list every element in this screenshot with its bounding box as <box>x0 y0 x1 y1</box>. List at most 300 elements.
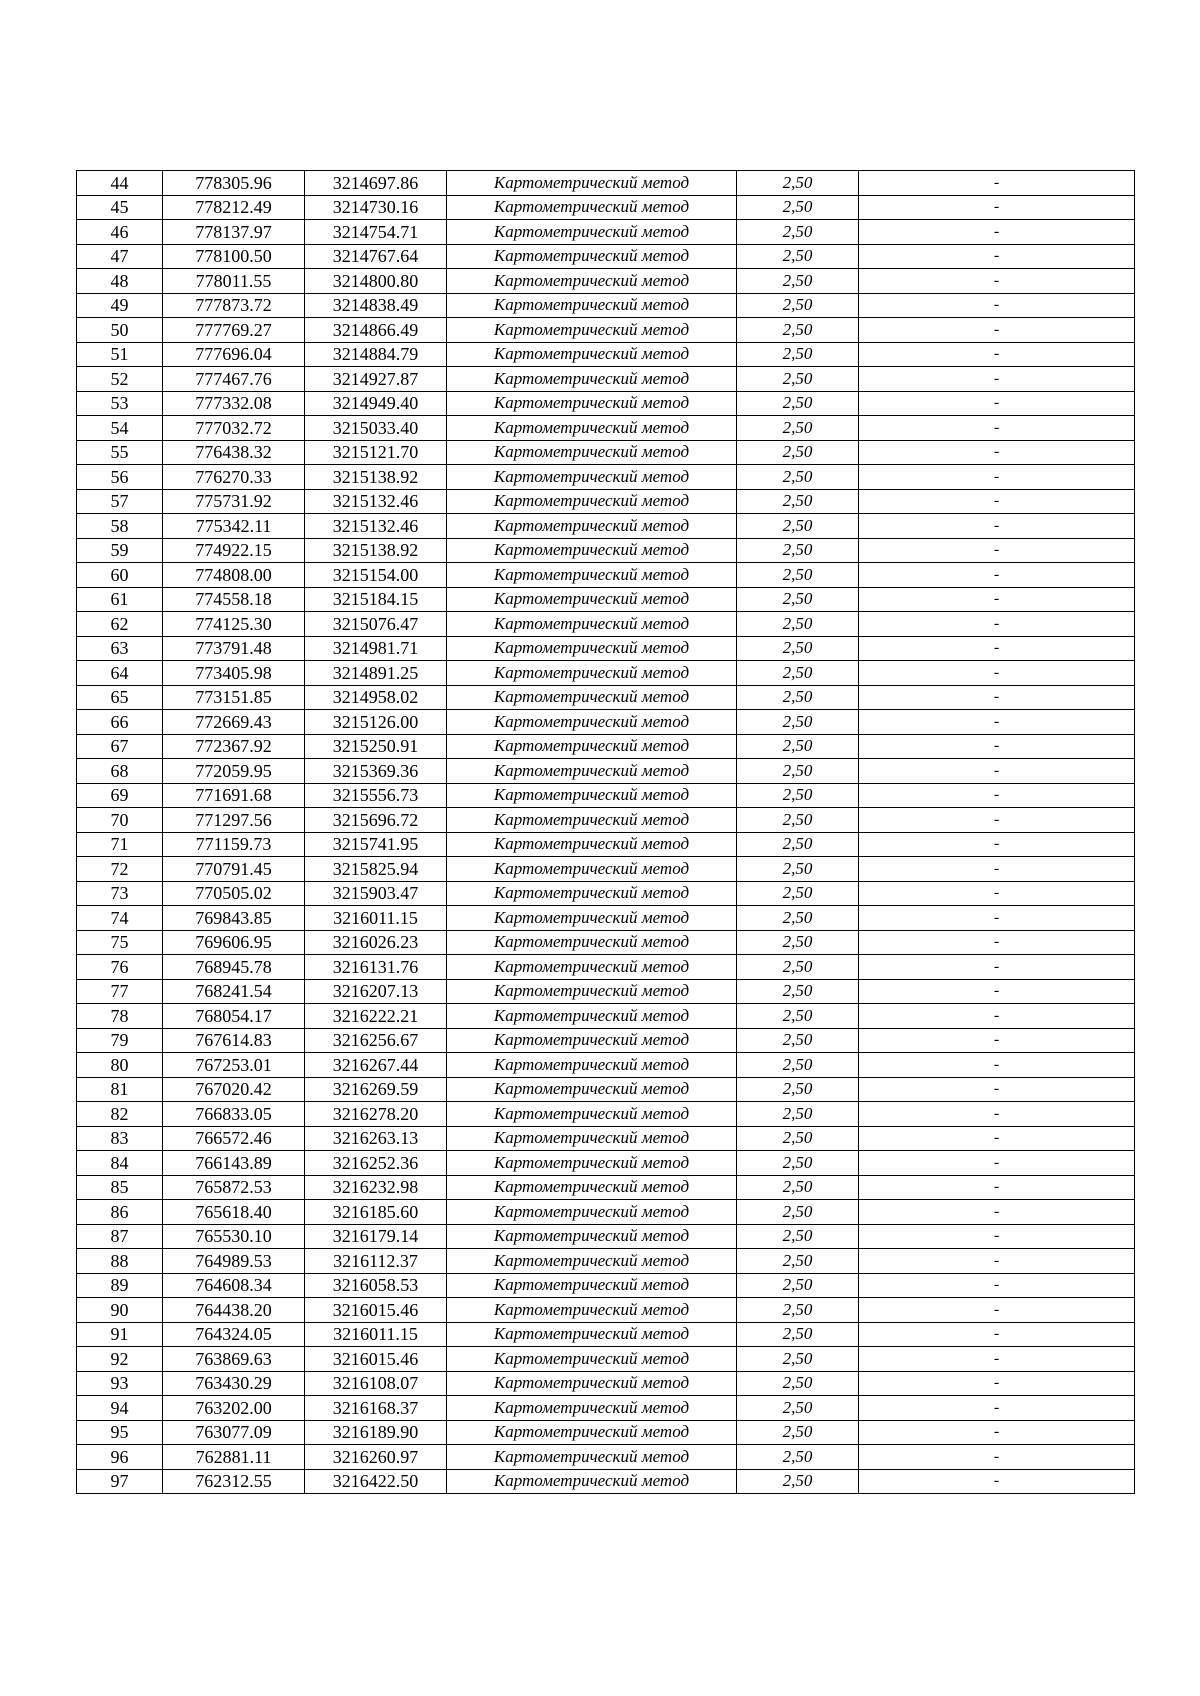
x-coordinate-cell: 765530.10 <box>163 1224 305 1249</box>
table-row <box>77 1249 1135 1274</box>
y-coordinate-cell: 3216185.60 <box>305 1200 447 1225</box>
point-number-cell: 86 <box>77 1200 163 1225</box>
table-row <box>77 171 1135 196</box>
y-coordinate-cell: 3215138.92 <box>305 465 447 490</box>
x-coordinate-cell: 774558.18 <box>163 587 305 612</box>
error-cell: 2,50 <box>737 416 859 441</box>
table-row <box>77 489 1135 514</box>
note-cell: - <box>859 1200 1135 1225</box>
note-cell: - <box>859 881 1135 906</box>
error-cell: 2,50 <box>737 1028 859 1053</box>
method-cell: Картометрический метод <box>447 979 737 1004</box>
error-cell: 2,50 <box>737 759 859 784</box>
error-cell: 2,50 <box>737 171 859 196</box>
point-number-cell: 64 <box>77 661 163 686</box>
point-number-cell: 66 <box>77 710 163 735</box>
y-coordinate-cell: 3216256.67 <box>305 1028 447 1053</box>
method-cell: Картометрический метод <box>447 416 737 441</box>
y-coordinate-cell: 3215132.46 <box>305 489 447 514</box>
point-number-cell: 65 <box>77 685 163 710</box>
error-cell: 2,50 <box>737 514 859 539</box>
table-row <box>77 1053 1135 1078</box>
table-row <box>77 269 1135 294</box>
error-cell: 2,50 <box>737 244 859 269</box>
note-cell: - <box>859 661 1135 686</box>
note-cell: - <box>859 1004 1135 1029</box>
y-coordinate-cell: 3216260.97 <box>305 1445 447 1470</box>
point-number-cell: 77 <box>77 979 163 1004</box>
point-number-cell: 79 <box>77 1028 163 1053</box>
y-coordinate-cell: 3215154.00 <box>305 563 447 588</box>
x-coordinate-cell: 775342.11 <box>163 514 305 539</box>
x-coordinate-cell: 764608.34 <box>163 1273 305 1298</box>
note-cell: - <box>859 906 1135 931</box>
table-row <box>77 685 1135 710</box>
point-number-cell: 59 <box>77 538 163 563</box>
note-cell: - <box>859 1077 1135 1102</box>
note-cell: - <box>859 587 1135 612</box>
note-cell: - <box>859 195 1135 220</box>
table-row <box>77 1371 1135 1396</box>
method-cell: Картометрический метод <box>447 1004 737 1029</box>
note-cell: - <box>859 808 1135 833</box>
error-cell: 2,50 <box>737 269 859 294</box>
x-coordinate-cell: 777467.76 <box>163 367 305 392</box>
y-coordinate-cell: 3214800.80 <box>305 269 447 294</box>
note-cell: - <box>859 514 1135 539</box>
error-cell: 2,50 <box>737 832 859 857</box>
x-coordinate-cell: 772367.92 <box>163 734 305 759</box>
x-coordinate-cell: 767020.42 <box>163 1077 305 1102</box>
table-row <box>77 955 1135 980</box>
x-coordinate-cell: 764324.05 <box>163 1322 305 1347</box>
error-cell: 2,50 <box>737 465 859 490</box>
x-coordinate-cell: 778305.96 <box>163 171 305 196</box>
method-cell: Картометрический метод <box>447 808 737 833</box>
note-cell: - <box>859 1396 1135 1421</box>
point-number-cell: 97 <box>77 1469 163 1494</box>
y-coordinate-cell: 3215132.46 <box>305 514 447 539</box>
method-cell: Картометрический метод <box>447 1175 737 1200</box>
table-row <box>77 416 1135 441</box>
table-row <box>77 979 1135 1004</box>
point-number-cell: 71 <box>77 832 163 857</box>
table-row <box>77 1347 1135 1372</box>
note-cell: - <box>859 465 1135 490</box>
table-row <box>77 1273 1135 1298</box>
table-row <box>77 1298 1135 1323</box>
x-coordinate-cell: 775731.92 <box>163 489 305 514</box>
note-cell: - <box>859 342 1135 367</box>
point-number-cell: 87 <box>77 1224 163 1249</box>
point-number-cell: 62 <box>77 612 163 637</box>
method-cell: Картометрический метод <box>447 1077 737 1102</box>
y-coordinate-cell: 3216422.50 <box>305 1469 447 1494</box>
method-cell: Картометрический метод <box>447 514 737 539</box>
error-cell: 2,50 <box>737 1175 859 1200</box>
point-number-cell: 85 <box>77 1175 163 1200</box>
method-cell: Картометрический метод <box>447 563 737 588</box>
y-coordinate-cell: 3216058.53 <box>305 1273 447 1298</box>
y-coordinate-cell: 3216108.07 <box>305 1371 447 1396</box>
method-cell: Картометрический метод <box>447 367 737 392</box>
x-coordinate-cell: 766572.46 <box>163 1126 305 1151</box>
table-row <box>77 832 1135 857</box>
y-coordinate-cell: 3216015.46 <box>305 1347 447 1372</box>
x-coordinate-cell: 763869.63 <box>163 1347 305 1372</box>
table-row <box>77 1200 1135 1225</box>
table-row <box>77 612 1135 637</box>
y-coordinate-cell: 3216112.37 <box>305 1249 447 1274</box>
x-coordinate-cell: 768241.54 <box>163 979 305 1004</box>
error-cell: 2,50 <box>737 342 859 367</box>
method-cell: Картометрический метод <box>447 1053 737 1078</box>
error-cell: 2,50 <box>737 1151 859 1176</box>
note-cell: - <box>859 171 1135 196</box>
x-coordinate-cell: 762312.55 <box>163 1469 305 1494</box>
error-cell: 2,50 <box>737 391 859 416</box>
table-row <box>77 538 1135 563</box>
x-coordinate-cell: 771297.56 <box>163 808 305 833</box>
table-row <box>77 1469 1135 1494</box>
note-cell: - <box>859 391 1135 416</box>
x-coordinate-cell: 767253.01 <box>163 1053 305 1078</box>
table-row <box>77 1004 1135 1029</box>
method-cell: Картометрический метод <box>447 489 737 514</box>
y-coordinate-cell: 3214927.87 <box>305 367 447 392</box>
error-cell: 2,50 <box>737 367 859 392</box>
y-coordinate-cell: 3214838.49 <box>305 293 447 318</box>
table-row <box>77 636 1135 661</box>
table-row <box>77 244 1135 269</box>
y-coordinate-cell: 3214949.40 <box>305 391 447 416</box>
coordinates-table <box>76 170 1135 1494</box>
table-row <box>77 1102 1135 1127</box>
y-coordinate-cell: 3214958.02 <box>305 685 447 710</box>
note-cell: - <box>859 269 1135 294</box>
note-cell: - <box>859 930 1135 955</box>
point-number-cell: 52 <box>77 367 163 392</box>
method-cell: Картометрический метод <box>447 1396 737 1421</box>
y-coordinate-cell: 3215250.91 <box>305 734 447 759</box>
point-number-cell: 51 <box>77 342 163 367</box>
note-cell: - <box>859 416 1135 441</box>
method-cell: Картометрический метод <box>447 195 737 220</box>
x-coordinate-cell: 767614.83 <box>163 1028 305 1053</box>
method-cell: Картометрический метод <box>447 440 737 465</box>
error-cell: 2,50 <box>737 1445 859 1470</box>
point-number-cell: 44 <box>77 171 163 196</box>
error-cell: 2,50 <box>737 661 859 686</box>
error-cell: 2,50 <box>737 1126 859 1151</box>
x-coordinate-cell: 774922.15 <box>163 538 305 563</box>
note-cell: - <box>859 489 1135 514</box>
table-row <box>77 1322 1135 1347</box>
x-coordinate-cell: 778100.50 <box>163 244 305 269</box>
method-cell: Картометрический метод <box>447 734 737 759</box>
table-row <box>77 734 1135 759</box>
error-cell: 2,50 <box>737 1004 859 1029</box>
table-row <box>77 1224 1135 1249</box>
error-cell: 2,50 <box>737 1249 859 1274</box>
point-number-cell: 83 <box>77 1126 163 1151</box>
point-number-cell: 74 <box>77 906 163 931</box>
method-cell: Картометрический метод <box>447 171 737 196</box>
table-row <box>77 1175 1135 1200</box>
error-cell: 2,50 <box>737 1396 859 1421</box>
y-coordinate-cell: 3215696.72 <box>305 808 447 833</box>
y-coordinate-cell: 3216232.98 <box>305 1175 447 1200</box>
method-cell: Картометрический метод <box>447 1249 737 1274</box>
method-cell: Картометрический метод <box>447 293 737 318</box>
y-coordinate-cell: 3216168.37 <box>305 1396 447 1421</box>
point-number-cell: 54 <box>77 416 163 441</box>
note-cell: - <box>859 1420 1135 1445</box>
error-cell: 2,50 <box>737 979 859 1004</box>
point-number-cell: 48 <box>77 269 163 294</box>
y-coordinate-cell: 3214981.71 <box>305 636 447 661</box>
method-cell: Картометрический метод <box>447 1371 737 1396</box>
table-row <box>77 1151 1135 1176</box>
note-cell: - <box>859 612 1135 637</box>
x-coordinate-cell: 766143.89 <box>163 1151 305 1176</box>
method-cell: Картометрический метод <box>447 1298 737 1323</box>
error-cell: 2,50 <box>737 1298 859 1323</box>
x-coordinate-cell: 777332.08 <box>163 391 305 416</box>
note-cell: - <box>859 685 1135 710</box>
x-coordinate-cell: 763077.09 <box>163 1420 305 1445</box>
error-cell: 2,50 <box>737 1420 859 1445</box>
note-cell: - <box>859 710 1135 735</box>
error-cell: 2,50 <box>737 685 859 710</box>
x-coordinate-cell: 762881.11 <box>163 1445 305 1470</box>
error-cell: 2,50 <box>737 636 859 661</box>
x-coordinate-cell: 763430.29 <box>163 1371 305 1396</box>
y-coordinate-cell: 3214697.86 <box>305 171 447 196</box>
table-row <box>77 440 1135 465</box>
error-cell: 2,50 <box>737 1053 859 1078</box>
error-cell: 2,50 <box>737 1200 859 1225</box>
note-cell: - <box>859 955 1135 980</box>
x-coordinate-cell: 778011.55 <box>163 269 305 294</box>
note-cell: - <box>859 1469 1135 1494</box>
method-cell: Картометрический метод <box>447 832 737 857</box>
point-number-cell: 72 <box>77 857 163 882</box>
point-number-cell: 73 <box>77 881 163 906</box>
table-row <box>77 342 1135 367</box>
x-coordinate-cell: 777696.04 <box>163 342 305 367</box>
error-cell: 2,50 <box>737 293 859 318</box>
method-cell: Картометрический метод <box>447 783 737 808</box>
point-number-cell: 84 <box>77 1151 163 1176</box>
method-cell: Картометрический метод <box>447 1224 737 1249</box>
method-cell: Картометрический метод <box>447 661 737 686</box>
y-coordinate-cell: 3216222.21 <box>305 1004 447 1029</box>
method-cell: Картометрический метод <box>447 269 737 294</box>
point-number-cell: 82 <box>77 1102 163 1127</box>
method-cell: Картометрический метод <box>447 465 737 490</box>
error-cell: 2,50 <box>737 1347 859 1372</box>
x-coordinate-cell: 776438.32 <box>163 440 305 465</box>
method-cell: Картометрический метод <box>447 391 737 416</box>
y-coordinate-cell: 3214754.71 <box>305 220 447 245</box>
x-coordinate-cell: 768945.78 <box>163 955 305 980</box>
x-coordinate-cell: 769843.85 <box>163 906 305 931</box>
method-cell: Картометрический метод <box>447 1469 737 1494</box>
method-cell: Картометрический метод <box>447 244 737 269</box>
error-cell: 2,50 <box>737 563 859 588</box>
note-cell: - <box>859 832 1135 857</box>
note-cell: - <box>859 1445 1135 1470</box>
point-number-cell: 81 <box>77 1077 163 1102</box>
table-row <box>77 1396 1135 1421</box>
table-row <box>77 930 1135 955</box>
note-cell: - <box>859 857 1135 882</box>
table-row <box>77 881 1135 906</box>
y-coordinate-cell: 3214891.25 <box>305 661 447 686</box>
error-cell: 2,50 <box>737 1102 859 1127</box>
y-coordinate-cell: 3216015.46 <box>305 1298 447 1323</box>
method-cell: Картометрический метод <box>447 1420 737 1445</box>
table-row <box>77 391 1135 416</box>
x-coordinate-cell: 769606.95 <box>163 930 305 955</box>
note-cell: - <box>859 1126 1135 1151</box>
x-coordinate-cell: 776270.33 <box>163 465 305 490</box>
point-number-cell: 45 <box>77 195 163 220</box>
error-cell: 2,50 <box>737 318 859 343</box>
x-coordinate-cell: 773151.85 <box>163 685 305 710</box>
x-coordinate-cell: 772669.43 <box>163 710 305 735</box>
table-row <box>77 195 1135 220</box>
note-cell: - <box>859 1371 1135 1396</box>
table-row <box>77 710 1135 735</box>
y-coordinate-cell: 3216263.13 <box>305 1126 447 1151</box>
note-cell: - <box>859 979 1135 1004</box>
point-number-cell: 50 <box>77 318 163 343</box>
error-cell: 2,50 <box>737 1322 859 1347</box>
y-coordinate-cell: 3215903.47 <box>305 881 447 906</box>
table-row <box>77 318 1135 343</box>
y-coordinate-cell: 3216026.23 <box>305 930 447 955</box>
note-cell: - <box>859 538 1135 563</box>
error-cell: 2,50 <box>737 808 859 833</box>
note-cell: - <box>859 244 1135 269</box>
point-number-cell: 57 <box>77 489 163 514</box>
method-cell: Картометрический метод <box>447 1347 737 1372</box>
x-coordinate-cell: 764989.53 <box>163 1249 305 1274</box>
y-coordinate-cell: 3215369.36 <box>305 759 447 784</box>
note-cell: - <box>859 1053 1135 1078</box>
note-cell: - <box>859 1151 1135 1176</box>
method-cell: Картометрический метод <box>447 710 737 735</box>
x-coordinate-cell: 777032.72 <box>163 416 305 441</box>
note-cell: - <box>859 783 1135 808</box>
point-number-cell: 94 <box>77 1396 163 1421</box>
x-coordinate-cell: 766833.05 <box>163 1102 305 1127</box>
method-cell: Картометрический метод <box>447 857 737 882</box>
table-row <box>77 293 1135 318</box>
note-cell: - <box>859 1298 1135 1323</box>
method-cell: Картометрический метод <box>447 759 737 784</box>
y-coordinate-cell: 3214767.64 <box>305 244 447 269</box>
point-number-cell: 46 <box>77 220 163 245</box>
y-coordinate-cell: 3216207.13 <box>305 979 447 1004</box>
y-coordinate-cell: 3216252.36 <box>305 1151 447 1176</box>
error-cell: 2,50 <box>737 906 859 931</box>
error-cell: 2,50 <box>737 1371 859 1396</box>
y-coordinate-cell: 3215126.00 <box>305 710 447 735</box>
y-coordinate-cell: 3215076.47 <box>305 612 447 637</box>
table-row <box>77 1077 1135 1102</box>
note-cell: - <box>859 563 1135 588</box>
y-coordinate-cell: 3215033.40 <box>305 416 447 441</box>
error-cell: 2,50 <box>737 955 859 980</box>
note-cell: - <box>859 1249 1135 1274</box>
note-cell: - <box>859 1273 1135 1298</box>
error-cell: 2,50 <box>737 1077 859 1102</box>
error-cell: 2,50 <box>737 710 859 735</box>
method-cell: Картометрический метод <box>447 685 737 710</box>
table-row <box>77 587 1135 612</box>
error-cell: 2,50 <box>737 1469 859 1494</box>
note-cell: - <box>859 1347 1135 1372</box>
point-number-cell: 89 <box>77 1273 163 1298</box>
table-row <box>77 1420 1135 1445</box>
note-cell: - <box>859 367 1135 392</box>
error-cell: 2,50 <box>737 440 859 465</box>
point-number-cell: 58 <box>77 514 163 539</box>
method-cell: Картометрический метод <box>447 612 737 637</box>
table-row <box>77 563 1135 588</box>
method-cell: Картометрический метод <box>447 955 737 980</box>
method-cell: Картометрический метод <box>447 220 737 245</box>
error-cell: 2,50 <box>737 734 859 759</box>
point-number-cell: 91 <box>77 1322 163 1347</box>
point-number-cell: 90 <box>77 1298 163 1323</box>
table-row <box>77 783 1135 808</box>
error-cell: 2,50 <box>737 489 859 514</box>
x-coordinate-cell: 777769.27 <box>163 318 305 343</box>
y-coordinate-cell: 3215184.15 <box>305 587 447 612</box>
table-row <box>77 1445 1135 1470</box>
method-cell: Картометрический метод <box>447 1445 737 1470</box>
point-number-cell: 93 <box>77 1371 163 1396</box>
note-cell: - <box>859 1102 1135 1127</box>
table-row <box>77 1028 1135 1053</box>
method-cell: Картометрический метод <box>447 1028 737 1053</box>
error-cell: 2,50 <box>737 587 859 612</box>
x-coordinate-cell: 770505.02 <box>163 881 305 906</box>
note-cell: - <box>859 440 1135 465</box>
method-cell: Картометрический метод <box>447 881 737 906</box>
point-number-cell: 68 <box>77 759 163 784</box>
point-number-cell: 96 <box>77 1445 163 1470</box>
table-row <box>77 661 1135 686</box>
point-number-cell: 55 <box>77 440 163 465</box>
point-number-cell: 78 <box>77 1004 163 1029</box>
error-cell: 2,50 <box>737 538 859 563</box>
point-number-cell: 75 <box>77 930 163 955</box>
y-coordinate-cell: 3214730.16 <box>305 195 447 220</box>
note-cell: - <box>859 1028 1135 1053</box>
table-row <box>77 759 1135 784</box>
point-number-cell: 95 <box>77 1420 163 1445</box>
x-coordinate-cell: 773791.48 <box>163 636 305 661</box>
point-number-cell: 49 <box>77 293 163 318</box>
error-cell: 2,50 <box>737 220 859 245</box>
table-row <box>77 465 1135 490</box>
y-coordinate-cell: 3215138.92 <box>305 538 447 563</box>
